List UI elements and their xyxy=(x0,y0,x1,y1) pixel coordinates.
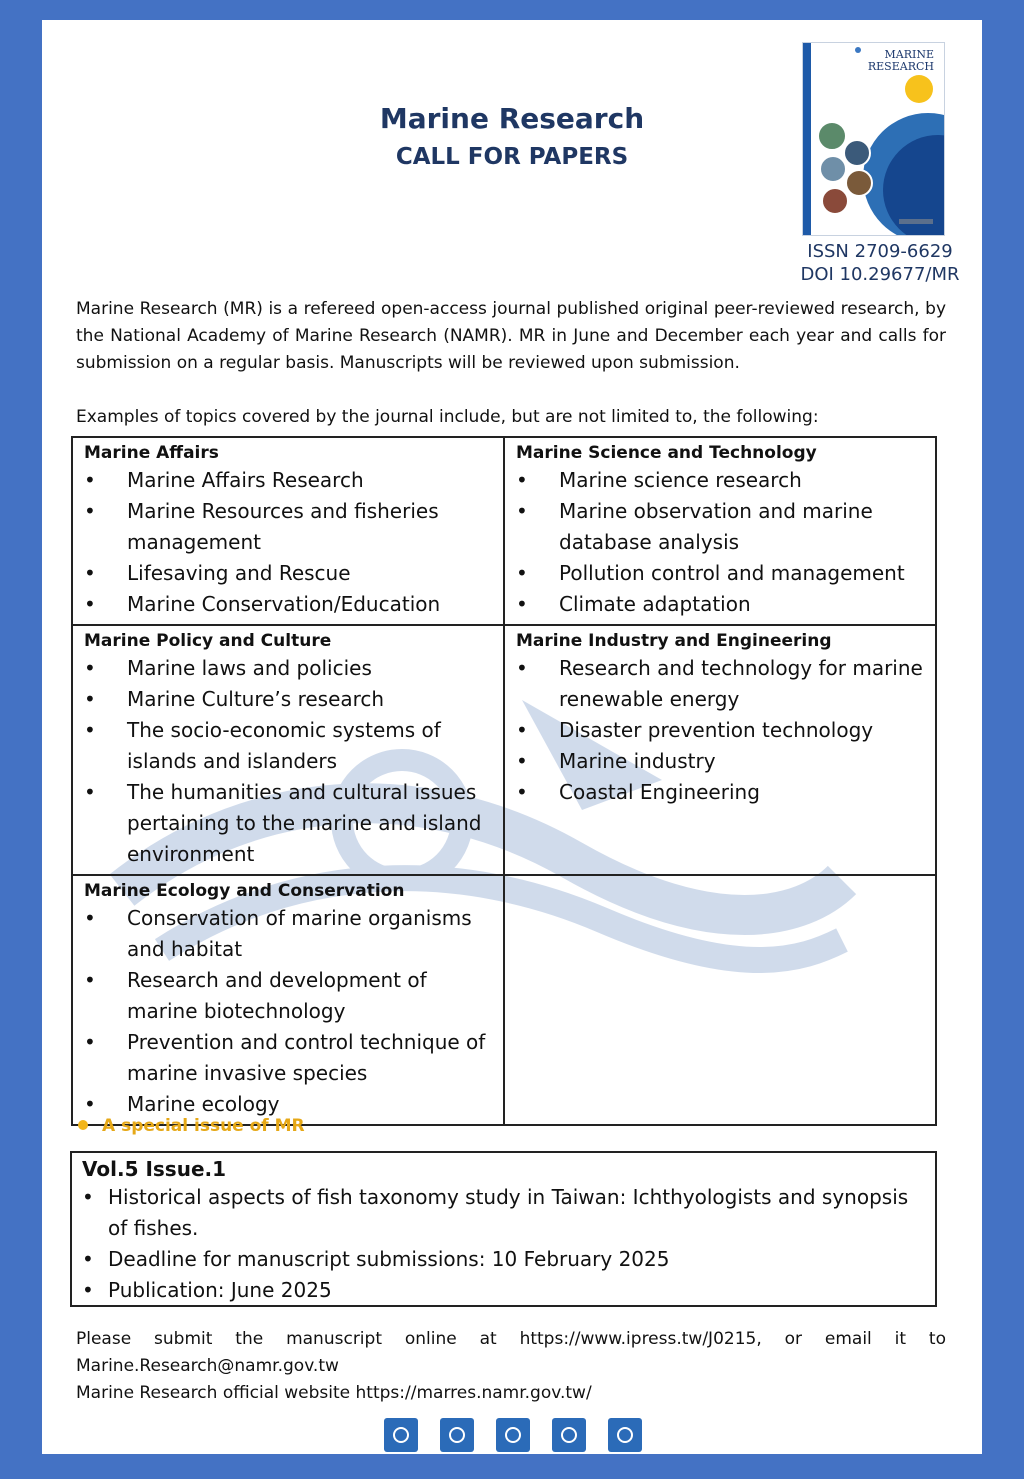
list-item: • Research and technology for marine renewable energy xyxy=(516,653,925,715)
topic-cell-marine-policy xyxy=(72,625,504,875)
list-item: • Disaster prevention technology xyxy=(516,715,925,746)
topic-category: Marine Affairs xyxy=(84,443,219,463)
list-item: • Pollution control and management xyxy=(516,558,925,589)
issn-doi xyxy=(782,240,978,286)
bullet-dot-icon xyxy=(78,1120,88,1130)
special-issue-heading: A special issue of MR xyxy=(78,1116,305,1136)
page xyxy=(42,20,982,1454)
issue-title: Vol.5 Issue.1 xyxy=(82,1157,227,1181)
doi: DOI 10.29677/MR xyxy=(800,264,960,285)
list-item: • Marine ecology xyxy=(84,1089,493,1120)
list-item: • Coastal Engineering xyxy=(516,777,925,808)
submission-line[interactable]: Please submit the manuscript online at https://www.ipress.tw/J0215, or email it to Marine.Research@namr.gov.tw xyxy=(76,1329,946,1376)
list-item: • Prevention and control technique of marine invasive species xyxy=(84,1027,493,1089)
list-item: • Marine observation and marine database analysis xyxy=(516,496,925,558)
list-item: • Marine industry xyxy=(516,746,925,777)
list-item: • Marine science research xyxy=(516,465,925,496)
topic-category: Marine Ecology and Conservation xyxy=(84,881,405,901)
footer-logos xyxy=(384,1418,644,1452)
ship-logo-icon xyxy=(552,1418,586,1452)
issn: ISSN 2709-6629 xyxy=(807,241,953,262)
list-item: • Historical aspects of fish taxonomy study in Taiwan: Ichthyologists and synopsis of fishes. xyxy=(82,1182,925,1244)
website-line[interactable]: Marine Research official website https://marres.namr.gov.tw/ xyxy=(76,1383,592,1403)
anchor-logo-icon xyxy=(384,1418,418,1452)
topic-category: Marine Science and Technology xyxy=(516,443,817,463)
list-item: • Marine Culture’s research xyxy=(84,684,493,715)
topic-cell-marine-affairs xyxy=(72,437,504,625)
page-title: Marine Research xyxy=(379,102,645,135)
list-item: • Deadline for manuscript submissions: 10 February 2025 xyxy=(82,1244,925,1275)
list-item: • Conservation of marine organisms and habitat xyxy=(84,903,493,965)
list-item: • Marine laws and policies xyxy=(84,653,493,684)
topic-category: Marine Industry and Engineering xyxy=(516,631,832,651)
examples-line: Examples of topics covered by the journal include, but are not limited to, the following: xyxy=(76,407,819,427)
topic-cell-marine-science xyxy=(504,437,936,625)
hand-logo-icon xyxy=(608,1418,642,1452)
cover-sun-icon xyxy=(905,75,933,103)
list-item: • The humanities and cultural issues pertaining to the marine and island environment xyxy=(84,777,493,870)
list-item: • Publication: June 2025 xyxy=(82,1275,925,1306)
list-item: • Climate adaptation xyxy=(516,589,925,620)
topic-cell-marine-industry xyxy=(504,625,936,875)
list-item: • Marine Affairs Research xyxy=(84,465,493,496)
page-subtitle: CALL FOR PAPERS xyxy=(395,144,629,170)
list-item: • Marine Resources and fisheries management xyxy=(84,496,493,558)
cover-journal-name: MARINE RESEARCH xyxy=(867,48,934,73)
intro-paragraph: Marine Research (MR) is a refereed open-access journal published original peer-reviewed research, by the National Academy of Marine Research (NAMR). MR in June and December each year and calls for submission on a regular basis. Manuscripts will be reviewed upon submission. xyxy=(76,299,946,373)
header xyxy=(42,20,982,290)
special-issue-box xyxy=(70,1151,937,1307)
list-item: • Research and development of marine biotechnology xyxy=(84,965,493,1027)
topic-cell-marine-ecology xyxy=(72,875,504,1125)
journal-cover xyxy=(802,42,945,236)
globe-logo-icon xyxy=(440,1418,474,1452)
list-item: • The socio-economic systems of islands and islanders xyxy=(84,715,493,777)
topic-cell-empty xyxy=(504,875,936,1125)
list-item: • Lifesaving and Rescue xyxy=(84,558,493,589)
topic-category: Marine Policy and Culture xyxy=(84,631,332,651)
submission-info xyxy=(76,1326,946,1407)
list-item: • Marine Conservation/Education xyxy=(84,589,493,620)
wind-logo-icon xyxy=(496,1418,530,1452)
topics-table xyxy=(71,436,937,1126)
